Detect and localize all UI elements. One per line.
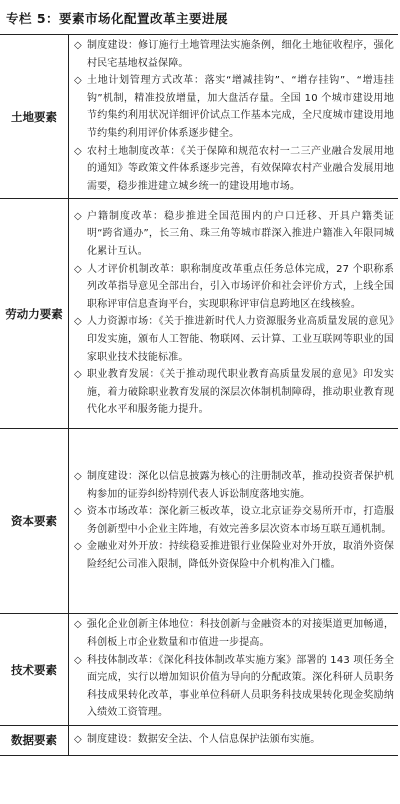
list-item	[73, 538, 394, 573]
list-item	[73, 616, 394, 651]
item-text: 资本市场改革：深化新三板改革，设立北京证券交易所开市，打造服务创新型中小企业主阵地，有效完善多层次资本市场互联互通机制。	[87, 506, 394, 535]
diamond-bullet-icon: ◇	[74, 75, 82, 87]
category-items	[69, 199, 399, 429]
table-row	[0, 725, 398, 755]
page-title: 专栏 5：要素市场化配置改革主要进展	[6, 11, 229, 26]
category-label: 劳动力要素	[0, 199, 69, 429]
item-text: 职业教育发展：《关于推动现代职业教育高质量发展的意见》印发实施，着力破除职业教育发展的深层次体制机制障碍，推动职业教育现代化水平和服务能力提升。	[87, 369, 394, 416]
diamond-bullet-icon: ◇	[74, 734, 82, 746]
item-text: 强化企业创新主体地位：科技创新与金融资本的对接渠道更加畅通，科创板上市企业数量和市值进一步提高。	[87, 619, 394, 648]
list-item	[73, 313, 394, 366]
diamond-bullet-icon: ◇	[74, 316, 82, 328]
category-label: 数据要素	[0, 725, 69, 755]
list-item	[73, 261, 394, 314]
item-text: 人才评价机制改革：职称制度改革重点任务总体完成，27 个职称系列改革指导意见全部出台，引入市场评价和社会评价方式，上线全国职称评审信息查询平台，实现职称评审信息跨地区在线核验。	[87, 263, 394, 310]
item-text: 制度建设：修订施行土地管理法实施条例，细化土地征收程序，强化村民宅基地权益保障。	[87, 40, 394, 69]
item-text: 农村土地制度改革：《关于保障和规范农村一二三产业融合发展用地的通知》等政策文件体系逐步完善，有效保障农村产业融合发展用地需要，稳步推进建立城乡统一的建设用地市场。	[87, 145, 394, 192]
list-item	[73, 143, 394, 196]
diamond-bullet-icon: ◇	[74, 210, 82, 222]
item-text: 人力资源市场：《关于推进新时代人力资源服务业高质量发展的意见》印发实施，颁布人工智能、物联网、云计算、工业互联网等职业的国家职业技术技能标准。	[87, 316, 394, 363]
table-row	[0, 35, 398, 199]
category-label: 土地要素	[0, 35, 69, 199]
list-item	[73, 37, 394, 72]
list-item	[73, 731, 394, 749]
diamond-bullet-icon: ◇	[74, 145, 82, 157]
reform-progress-table	[0, 34, 398, 756]
item-text: 户籍制度改革：稳步推进全国范围内的户口迁移、开具户籍类证明“跨省通办”，长三角、珠三角等城市群深入推进户籍准入年限同城化累计互认。	[87, 210, 394, 257]
table-row	[0, 199, 398, 429]
list-item	[73, 72, 394, 142]
item-text: 科技体制改革：《深化科技体制改革实施方案》部署的 143 项任务全面完成，实行以增加知识价值为导向的分配政策。深化科研人员职务科技成果转化改革，事业单位科研人员职务科技成果转化现金奖励纳入绩效工资管理。	[87, 654, 394, 719]
list-item	[73, 468, 394, 503]
category-items	[69, 614, 399, 726]
diamond-bullet-icon: ◇	[74, 263, 82, 275]
diamond-bullet-icon: ◇	[74, 471, 82, 483]
diamond-bullet-icon: ◇	[74, 541, 82, 553]
table-row	[0, 614, 398, 726]
diamond-bullet-icon: ◇	[74, 40, 82, 51]
category-label: 资本要素	[0, 429, 69, 614]
category-items	[69, 35, 399, 199]
diamond-bullet-icon: ◇	[74, 506, 82, 518]
category-items	[69, 429, 399, 614]
diamond-bullet-icon: ◇	[74, 619, 82, 631]
diamond-bullet-icon: ◇	[74, 369, 82, 381]
list-item	[73, 208, 394, 261]
item-text: 土地计划管理方式改革：落实“增减挂钩”、“增存挂钩”、“增违挂钩”机制，精准投放增量，加大盘活存量。全国 10 个城市建设用地节约集约利用状况详细评价试点工作基本完成，全尺度城市建设用地节约集约利用评价体系逐步健全。	[87, 75, 394, 139]
category-label: 技术要素	[0, 614, 69, 726]
item-text: 制度建设：深化以信息披露为核心的注册制改革，推动投资者保护机构参加的证券纠纷特别代表人诉讼制度落地实施。	[87, 471, 394, 500]
item-text: 金融业对外开放：持续稳妥推进银行业保险业对外开放，取消外资保险经纪公司准入限制，降低外资保险中介机构准入门槛。	[87, 541, 394, 571]
table-row	[0, 429, 398, 614]
list-item	[73, 503, 394, 538]
list-item	[73, 366, 394, 419]
diamond-bullet-icon: ◇	[74, 654, 82, 666]
item-text: 制度建设：数据安全法、个人信息保护法颁布实施。	[87, 734, 321, 746]
category-items	[69, 725, 399, 755]
list-item	[73, 652, 394, 722]
